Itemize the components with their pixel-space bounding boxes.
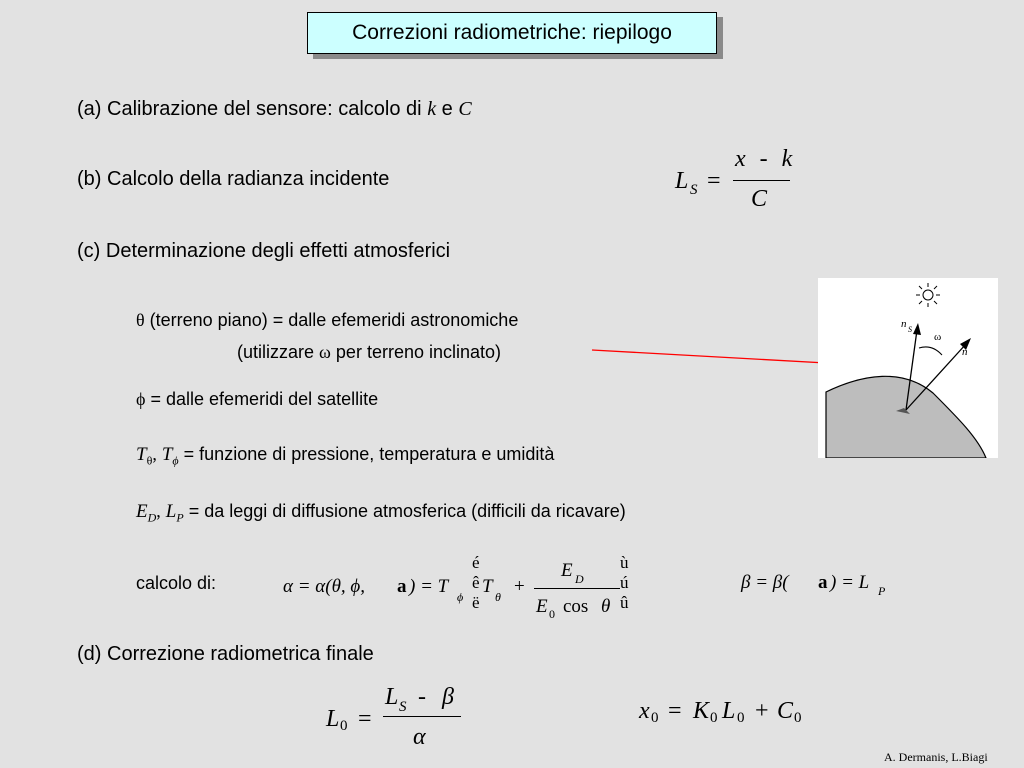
section-a-k: k [427,98,437,120]
l0-num-l: L [385,684,399,710]
slope-diagram [818,278,998,458]
l-symbol: L [165,501,177,522]
l0-num-rest: - β [418,684,454,710]
x0-eq: = [668,698,682,724]
theta-note-post: per terreno inclinato) [335,342,502,362]
l-sub-p: P [176,510,184,525]
alpha-t-theta: T [482,576,493,597]
credit-text: A. Dermanis, L.Biagi [884,750,988,764]
beta-bold-a: a [818,572,828,593]
formula-ls-lhs: L [675,168,689,194]
section-d-text: (d) Correzione radiometrica finale [77,643,374,665]
diagram-n-label: n [962,346,968,358]
item-t-text: = funzione di pressione, temperatura e umidità [183,444,555,464]
formula-ls-den: C [751,186,768,212]
theta-note-pre: (utilizzare [237,342,315,362]
t-symbol: T [136,444,147,465]
bracket-right-bottom: û [620,593,629,612]
alpha-lhs: α = α(θ, ϕ, [283,576,366,597]
calcolo-text: calcolo di: [136,573,217,593]
alpha-num-e: E [561,560,573,581]
e-sub-d: D [147,510,157,525]
section-c-text: (c) Determinazione degli effetti atmosferici [77,240,451,262]
diagram-ns-sub: S [908,325,912,334]
alpha-den-e: E [536,596,548,617]
bracket-left-mid: ê [472,573,480,592]
l0-lhs-sub: 0 [340,718,348,734]
formula-ls-eq: = [707,168,721,194]
theta-symbol: θ [136,310,145,330]
t-comma: , [152,444,157,464]
alpha-den-theta: θ [601,596,611,617]
slope-diagram-svg [818,278,998,458]
x0-l-sub: 0 [737,710,745,726]
diagram-ns-label: n [901,318,907,330]
section-a-text: (a) Calibrazione del sensore: calcolo di [77,98,422,120]
x0-l: L [722,698,736,724]
omega-symbol: ω [319,342,331,362]
l0-eq: = [358,706,372,732]
alpha-den-cos: cos [563,596,589,617]
l0-lhs: L [326,706,340,732]
alpha-plus: + [514,576,525,597]
alpha-bold-a: a [397,576,407,597]
diagram-omega-label: ω [934,331,942,343]
beta-sub: P [878,584,886,598]
bracket-left-top: é [472,553,480,572]
formula-ls-num: x - k [735,146,793,172]
item-e-text: = da leggi di diffusione atmosferica (difficili da ricavare) [188,501,626,521]
item-phi-text: = dalle efemeridi del satellite [150,389,379,409]
l0-num-sub: S [399,699,407,715]
section-a-e: e [441,98,453,120]
alpha-sub-phi: ϕ [457,590,464,604]
x0-c: C [777,698,794,724]
bracket-right-mid: ú [620,573,629,592]
beta-lhs: β = β( [741,572,789,593]
t-sub-phi: ϕ [172,453,179,468]
section-b-text: (b) Calcolo della radianza incidente [77,168,390,190]
x0-plus: + [755,698,769,724]
l0-den: α [413,724,426,750]
t-sub-theta: θ [146,453,153,468]
x0-c-sub: 0 [794,710,802,726]
t-symbol-2: T [161,444,173,465]
phi-symbol: ϕ [136,389,146,409]
item-theta-text: (terreno piano) = dalle efemeridi astronomiche [149,310,519,330]
x0-x-sub: 0 [651,710,659,726]
e-symbol: E [136,501,148,522]
alpha-sub-theta: θ [495,590,501,604]
x0-k: K [693,698,710,724]
x0-k-sub: 0 [710,710,718,726]
formula-ls-sub: S [690,182,698,198]
e-comma: , [156,501,161,521]
alpha-mid: ) = T [409,576,449,597]
alpha-den-sub: 0 [549,607,555,621]
credit [884,750,988,765]
alpha-num-sub: D [575,572,584,586]
x0-x: x [639,698,650,724]
slide-title-text: Correzioni radiometriche: riepilogo [352,21,672,44]
section-a-c: C [458,98,472,120]
bracket-right-top: ù [620,553,629,572]
beta-rhs: ) = L [830,572,870,593]
bracket-left-bottom: ë [472,593,480,612]
